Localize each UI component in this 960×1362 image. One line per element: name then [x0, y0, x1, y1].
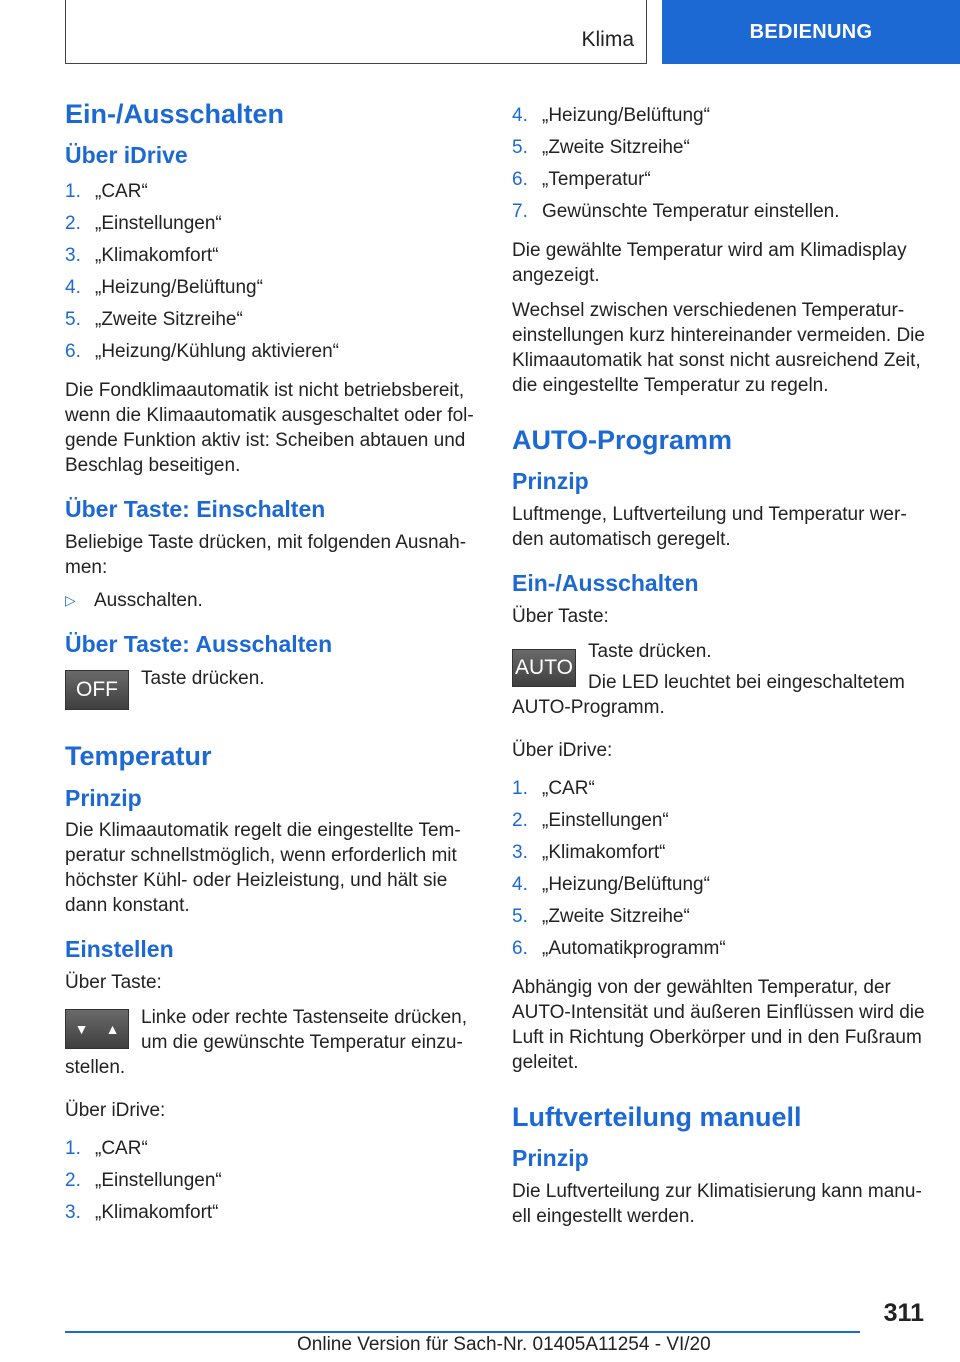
- auto-press-text: Taste drücken.: [588, 640, 712, 662]
- temperature-steps-continued: [512, 100, 927, 228]
- list-item: 3. „Klimakomfort“: [512, 841, 666, 863]
- page-number: 311: [883, 1299, 924, 1327]
- right-column: [512, 98, 927, 1239]
- auto-taste-label: Über Taste:: [512, 605, 609, 627]
- list-item: 1. „CAR“: [65, 1137, 148, 1159]
- list-item: 1. „CAR“: [512, 777, 595, 799]
- auto-steps-list: [512, 773, 927, 965]
- list-item: 2. „Einstellungen“: [65, 1169, 222, 1191]
- list-item: 5. „Zweite Sitzreihe“: [512, 137, 690, 158]
- list-item: 3. „Klimakomfort“: [65, 1201, 219, 1223]
- temp-key-row: [65, 1005, 480, 1086]
- list-item: 4. „Heizung/Belüftung“: [512, 105, 710, 126]
- temperature-change-note: Wechsel zwischen verschiedenen Temperatureinstellungen kurz hintereinander vermeiden. Die Klimaautomatik hat sonst nicht ausreichend Zeit, die eingestellte Temperatur zu regeln.: [512, 300, 925, 396]
- heading-prinzip: Prinzip: [65, 784, 142, 811]
- list-item: 6. „Temperatur“: [512, 169, 651, 190]
- arrow-down-up-icon: ▼ ▲: [65, 1009, 129, 1049]
- heading-luftverteilung-manuell: Luftverteilung manuell: [512, 1101, 802, 1132]
- list-item: 4. „Heizung/Belüftung“: [512, 873, 710, 895]
- left-column: [65, 98, 480, 1239]
- heading-prinzip: Prinzip: [512, 468, 589, 495]
- list-item: 7. Gewünschte Temperatur einstellen.: [512, 201, 840, 222]
- list-item: 1. „CAR“: [65, 180, 148, 202]
- einstellen-text: Linke oder rechte Tastenseite drücken, um die gewünschte Temperatur einzustellen.: [65, 1006, 468, 1078]
- heading-ein-ausschalten-auto: Ein-/Ausschalten: [512, 569, 699, 596]
- list-item: 6. „Automatikprogramm“: [512, 937, 726, 959]
- auto-key-row: [512, 639, 927, 726]
- einstellen-idrive-label: Über iDrive:: [65, 1099, 166, 1121]
- header-section-title: Klima: [581, 28, 634, 51]
- heading-taste-einschalten: Über Taste: Einschalten: [65, 495, 326, 522]
- heading-einstellen: Einstellen: [65, 936, 174, 963]
- einstellen-steps-list: [65, 1133, 480, 1229]
- off-key-row: [65, 666, 480, 714]
- triangle-right-icon: ▷: [65, 591, 76, 608]
- list-item: 2. „Einstellungen“: [512, 809, 669, 831]
- heading-temperatur: Temperatur: [65, 741, 212, 772]
- taste-ein-text: Beliebige Taste drücken, mit folgenden Ausnahmen:: [65, 531, 467, 578]
- off-key-icon: OFF: [65, 670, 129, 710]
- auto-prinzip-text: Luftmenge, Luftverteilung und Temperatur werden automatisch geregelt.: [512, 503, 907, 550]
- list-item: 5. „Zweite Sitzreihe“: [512, 905, 690, 927]
- list-item: 6. „Heizung/Kühlung aktivieren“: [65, 340, 339, 362]
- auto-key-icon: AUTO: [512, 649, 576, 687]
- taste-aus-text: Taste drücken.: [141, 668, 265, 690]
- heading-taste-ausschalten: Über Taste: Ausschalten: [65, 630, 333, 657]
- taste-ein-bullets: [65, 588, 480, 613]
- heading-ein-ausschalten: Ein-/Ausschalten: [65, 99, 285, 129]
- einstellen-taste-label: Über Taste:: [65, 971, 162, 993]
- auto-note: Abhängig von der gewählten Temperatur, der AUTO-Intensität und äußeren Einflüssen wird die Luft in Richtung Oberkörper und in den Fußraum geleitet.: [512, 976, 925, 1073]
- list-item: ▷ Ausschalten.: [65, 589, 203, 611]
- heading-prinzip: Prinzip: [512, 1144, 589, 1171]
- auto-idrive-label: Über iDrive:: [512, 739, 613, 761]
- list-item: 5. „Zweite Sitzreihe“: [65, 308, 243, 330]
- list-item: 4. „Heizung/Belüftung“: [65, 276, 263, 298]
- idrive-steps-list: [65, 176, 480, 368]
- header-box: [65, 0, 647, 64]
- footer-text: Online Version für Sach-Nr. 01405A11254 - VI/20: [297, 1334, 711, 1355]
- list-item: 3. „Klimakomfort“: [65, 244, 219, 266]
- luft-text: Die Luftverteilung zur Klimatisierung kann manuell eingestellt werden.: [512, 1180, 922, 1227]
- heading-auto-programm: AUTO-Programm: [512, 425, 733, 455]
- temperature-display-note: Die gewählte Temperatur wird am Klimadisplay angezeigt.: [512, 240, 907, 286]
- idrive-note: Die Fondklimaautomatik ist nicht betriebsbereit, wenn die Klimaautomatik ausgeschaltet oder folgende Funktion aktiv ist: Scheiben abtauen und Beschlag beseitigen.: [65, 379, 474, 476]
- header-tab-bedienung[interactable]: BEDIENUNG: [662, 0, 960, 64]
- footer-divider: [65, 1331, 860, 1333]
- prinzip-text: Die Klimaautomatik regelt die eingestellte Temperatur schnellstmöglich, wenn erforderlich mit höchster Kühl- oder Heizleistung, und hält sie dann konstant.: [65, 820, 461, 917]
- auto-led-text: Die LED leuchtet bei eingeschaltetem AUTO-Programm.: [512, 671, 905, 718]
- list-item: 2. „Einstellungen“: [65, 212, 222, 234]
- heading-ueber-idrive: Über iDrive: [65, 142, 188, 169]
